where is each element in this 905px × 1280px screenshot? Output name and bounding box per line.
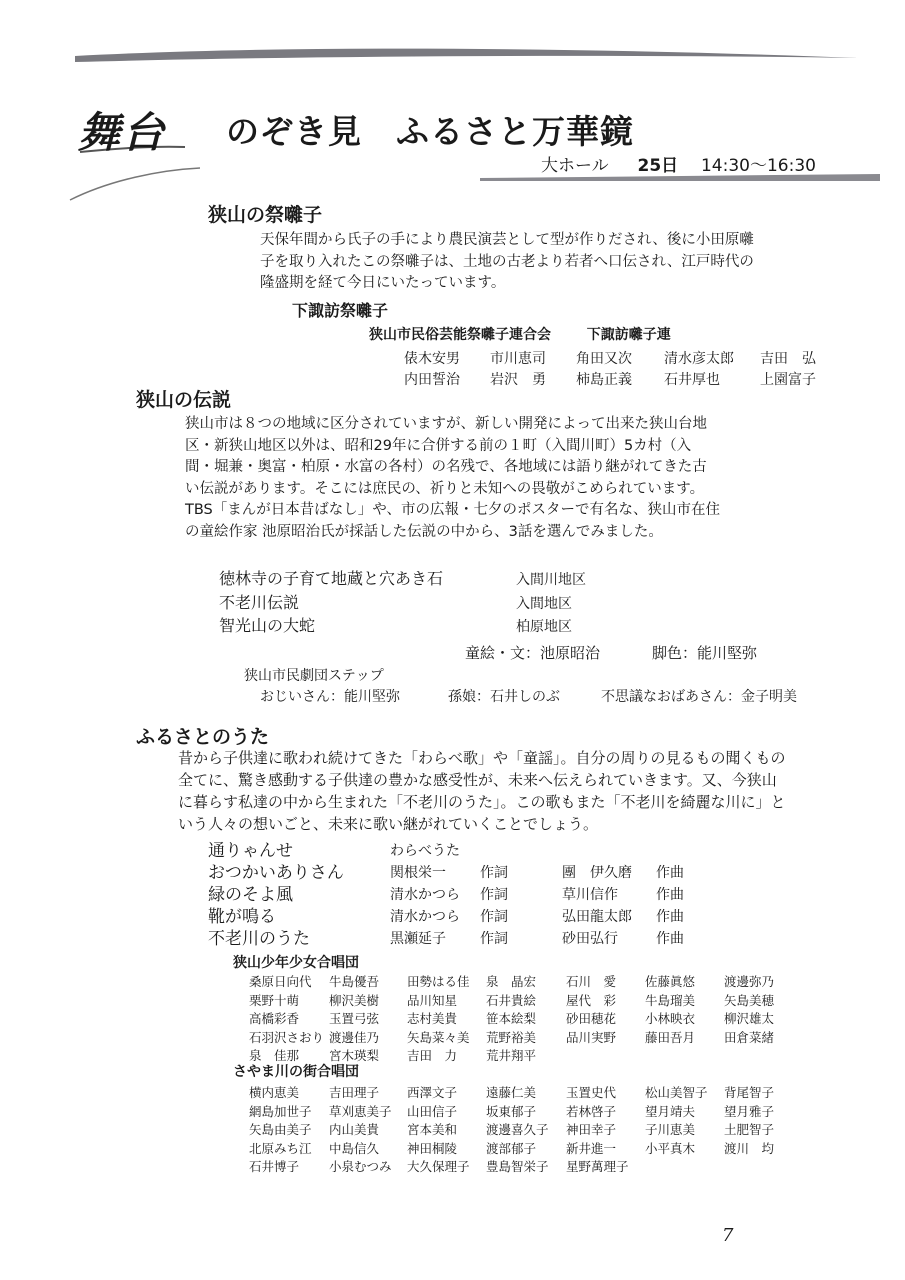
legend-title: 不老川伝説 xyxy=(219,593,300,612)
choir-member: 大久保理子 xyxy=(407,1159,470,1174)
member-name: 角田又次 xyxy=(576,351,632,367)
choir-member: 渡邊弥乃 xyxy=(724,974,775,989)
choir-member: 神田幸子 xyxy=(566,1122,617,1137)
section-title-legends: 狭山の伝説 xyxy=(136,389,232,411)
choir-member: 土肥智子 xyxy=(724,1122,775,1137)
choir-member: 渡部郁子 xyxy=(486,1140,537,1156)
section-title-matsuri-bayashi: 狭山の祭囃子 xyxy=(208,204,323,226)
choir-member: 松山美智子 xyxy=(645,1085,708,1100)
choir-member: 宮本美和 xyxy=(407,1122,458,1137)
song-composer: 團 伊久磨 xyxy=(562,865,632,881)
choir-member: 坂東郁子 xyxy=(486,1103,537,1119)
page-number: 7 xyxy=(722,1225,734,1246)
choir-member: 吉田理子 xyxy=(329,1085,380,1100)
song-composer: 草川信作 xyxy=(562,887,618,903)
song-lyricist-role: 作詞 xyxy=(480,887,508,903)
choir-member: 藤田吾月 xyxy=(645,1029,696,1045)
choir-member: 背尾智子 xyxy=(724,1085,775,1100)
choir-name: さやま川の街合唱団 xyxy=(233,1064,359,1080)
choir-member: 星野萬理子 xyxy=(566,1159,629,1174)
section-body-legends: 狭山市は８つの地域に区分されていますが、新しい開発によって出来た狭山台地区・新狭山地区以外は、昭和29年に合併する前の１町（入間川町）5カ村（入間・堀兼・奥富・柏原・水富の各村）の名残で、各地域には語り継がれてきた古い伝説があります。そこには庶民の、祈りと未知への畏敬がこめられています。TBS「まんが日本昔ばなし」や、市の広報・七夕のポスターで有名な、狭山市在住の童絵作家 池原昭治氏が採話した伝説の中から、3話を選んでみました。 xyxy=(185,416,720,540)
song-title: 緑のそよ風 xyxy=(208,885,293,905)
choir-member: 吉田 力 xyxy=(407,1048,458,1063)
song-lyricist: わらべうた xyxy=(390,843,460,859)
choir-member: 玉置史代 xyxy=(566,1085,617,1100)
section-body-songs: 昔から子供達に歌われ続けてきた「わらべ歌」や「童謡」。自分の周りの見るもの聞くもの全てに、驚き感動する子供達の豊かな感受性が、未来へ伝えられていきます。又、今狭山に暮らす私達の中から生まれた「不老川のうた」。この歌もまた「不老川を綺麗な川に」という人々の想いごと、未来に歌い継がれていくことでしょう。 xyxy=(178,749,786,833)
choir-member: 小林映衣 xyxy=(645,1011,696,1026)
legend-area: 柏原地区 xyxy=(516,619,572,635)
cast-member: おじいさん：能川堅弥 xyxy=(260,689,400,705)
song-lyricist: 清水かつら xyxy=(390,887,460,903)
choir-member: 渡邊喜久子 xyxy=(486,1122,549,1137)
choir-member: 砂田穂花 xyxy=(566,1011,617,1026)
choir-member: 子川恵美 xyxy=(645,1122,696,1137)
song-composer-role: 作曲 xyxy=(656,909,684,925)
choir-member: 高橋彩香 xyxy=(249,1011,300,1026)
member-name: 石井厚也 xyxy=(664,372,720,388)
choir-member: 栗野十萌 xyxy=(249,992,300,1008)
song-lyricist-role: 作詞 xyxy=(480,931,508,947)
choir-member: 矢島美穂 xyxy=(724,992,775,1008)
choir-member: 泉 晶宏 xyxy=(486,974,537,989)
choir-member: 小平真木 xyxy=(645,1140,696,1156)
member-name: 吉田 弘 xyxy=(760,351,816,367)
song-lyricist: 黒瀬延子 xyxy=(390,931,446,947)
song-composer-role: 作曲 xyxy=(656,887,684,903)
legend-title: 智光山の大蛇 xyxy=(219,616,316,635)
song-title: 靴が鳴る xyxy=(208,907,276,927)
venue: 大ホール xyxy=(541,156,609,176)
member-name: 上園富子 xyxy=(760,372,816,388)
choir-member: 石羽沢さおり xyxy=(249,1029,325,1045)
member-name: 岩沢 勇 xyxy=(490,372,546,388)
choir-member: 柳沢雄太 xyxy=(724,1011,775,1026)
choir-member: 望月雅子 xyxy=(724,1103,775,1119)
choir-member: 荒井翔平 xyxy=(486,1048,537,1063)
choir-member: 泉 佳那 xyxy=(249,1048,300,1063)
choir-member: 内山美貴 xyxy=(329,1122,380,1137)
credit-author: 童絵・文：池原昭治 xyxy=(465,644,601,662)
section-body-matsuri-bayashi: 天保年間から氏子の手により農民演芸として型が作りだされ、後に小田原囃子を取り入れたこの祭囃子は、土地の古老より若者へ口伝され、江戸時代の隆盛期を経て今日にいたっています。 xyxy=(260,232,754,291)
choir-member: 中島信久 xyxy=(329,1140,380,1156)
org-group: 下諏訪囃子連 xyxy=(586,327,671,343)
choir-member: 牛島優吾 xyxy=(329,974,380,989)
credit-script: 脚色：能川堅弥 xyxy=(652,644,758,662)
choir-member: 豊島智栄子 xyxy=(486,1159,549,1174)
event-time: 14:30～16:30 xyxy=(700,156,816,176)
cast-member: 不思議なおばあさん：金子明美 xyxy=(601,689,797,705)
choir-member: 柳沢美樹 xyxy=(329,992,380,1008)
song-title: 通りゃんせ xyxy=(208,841,293,861)
choir-member: 小泉むつみ xyxy=(329,1159,392,1174)
member-name: 市川恵司 xyxy=(490,351,546,367)
song-composer: 弘田龍太郎 xyxy=(562,909,632,925)
song-title: おつかいありさん xyxy=(208,863,344,883)
choir-member: 玉置弓弦 xyxy=(329,1011,380,1026)
choir-member: 佐藤眞悠 xyxy=(645,974,696,989)
song-lyricist: 清水かつら xyxy=(390,909,460,925)
choir-member: 矢島菜々美 xyxy=(407,1029,470,1045)
member-name: 柿島正義 xyxy=(576,372,632,388)
choir-member: 石井貴絵 xyxy=(486,992,537,1008)
choir-member: 品川実野 xyxy=(566,1029,617,1045)
choir-member: 宮木瑛梨 xyxy=(329,1048,380,1063)
choir-member: 神田桐陵 xyxy=(407,1140,458,1156)
section-title-songs: ふるさとのうた xyxy=(136,726,270,748)
song-composer: 砂田弘行 xyxy=(562,931,618,947)
choir-member: 北原みち江 xyxy=(249,1140,312,1156)
choir-name: 狭山少年少女合唱団 xyxy=(233,955,359,971)
choir-member: 牛島瑠美 xyxy=(645,992,696,1008)
page-title: のぞき見 ふるさと万華鏡 xyxy=(226,112,634,151)
song-lyricist-role: 作詞 xyxy=(480,909,508,925)
choir-member: 荒野裕美 xyxy=(486,1029,537,1045)
song-lyricist-role: 作詞 xyxy=(480,865,508,881)
subsection-title: 下諏訪祭囃子 xyxy=(292,301,389,320)
member-name: 清水彦太郎 xyxy=(664,351,734,367)
choir-member: 遠藤仁美 xyxy=(486,1085,537,1100)
choir-member: 笹本絵梨 xyxy=(486,1011,537,1026)
song-lyricist: 関根栄一 xyxy=(390,865,446,881)
troupe-name: 狭山市民劇団ステップ xyxy=(244,668,384,684)
choir-member: 品川知星 xyxy=(407,992,458,1008)
choir-member: 田勢はる佳 xyxy=(407,974,470,989)
choir-member: 桑原日向代 xyxy=(249,974,312,989)
choir-member: 矢島由美子 xyxy=(249,1122,312,1137)
choir-member: 草刈恵美子 xyxy=(329,1103,392,1119)
event-day: 25日 xyxy=(637,156,679,176)
choir-member: 石川 愛 xyxy=(566,974,617,989)
choir-member: 石井博子 xyxy=(249,1159,300,1174)
member-name: 俵木安男 xyxy=(404,351,460,367)
song-title: 不老川のうた xyxy=(208,929,310,949)
choir-member: 渡川 均 xyxy=(724,1140,775,1156)
choir-member: 田倉菜緒 xyxy=(724,1029,775,1045)
choir-member: 西澤文子 xyxy=(407,1085,458,1100)
choir-member: 横内恵美 xyxy=(249,1085,300,1100)
stage-logo: 舞台 xyxy=(78,108,167,157)
choir-member: 網島加世子 xyxy=(249,1103,312,1119)
cast-member: 孫娘：石井しのぶ xyxy=(448,689,560,705)
choir-member: 望月靖夫 xyxy=(645,1103,696,1119)
choir-member: 若林啓子 xyxy=(566,1103,617,1119)
org-name xyxy=(369,324,671,344)
choir-member: 渡邊佳乃 xyxy=(329,1029,380,1045)
legend-area: 入間川地区 xyxy=(516,572,586,588)
legend-title: 徳林寺の子育て地蔵と穴あき石 xyxy=(219,569,444,588)
choir-member: 山田信子 xyxy=(407,1103,458,1119)
venue-info xyxy=(541,151,816,176)
legend-area: 入間地区 xyxy=(516,596,572,612)
member-name: 内田誓治 xyxy=(404,372,460,388)
org-federation: 狭山市民俗芸能祭囃子連合会 xyxy=(369,327,551,343)
song-composer-role: 作曲 xyxy=(656,865,684,881)
choir-member: 志村美貴 xyxy=(407,1011,458,1026)
choir-member: 新井進一 xyxy=(566,1140,617,1156)
choir-member: 屋代 彩 xyxy=(566,992,617,1008)
song-composer-role: 作曲 xyxy=(656,931,684,947)
